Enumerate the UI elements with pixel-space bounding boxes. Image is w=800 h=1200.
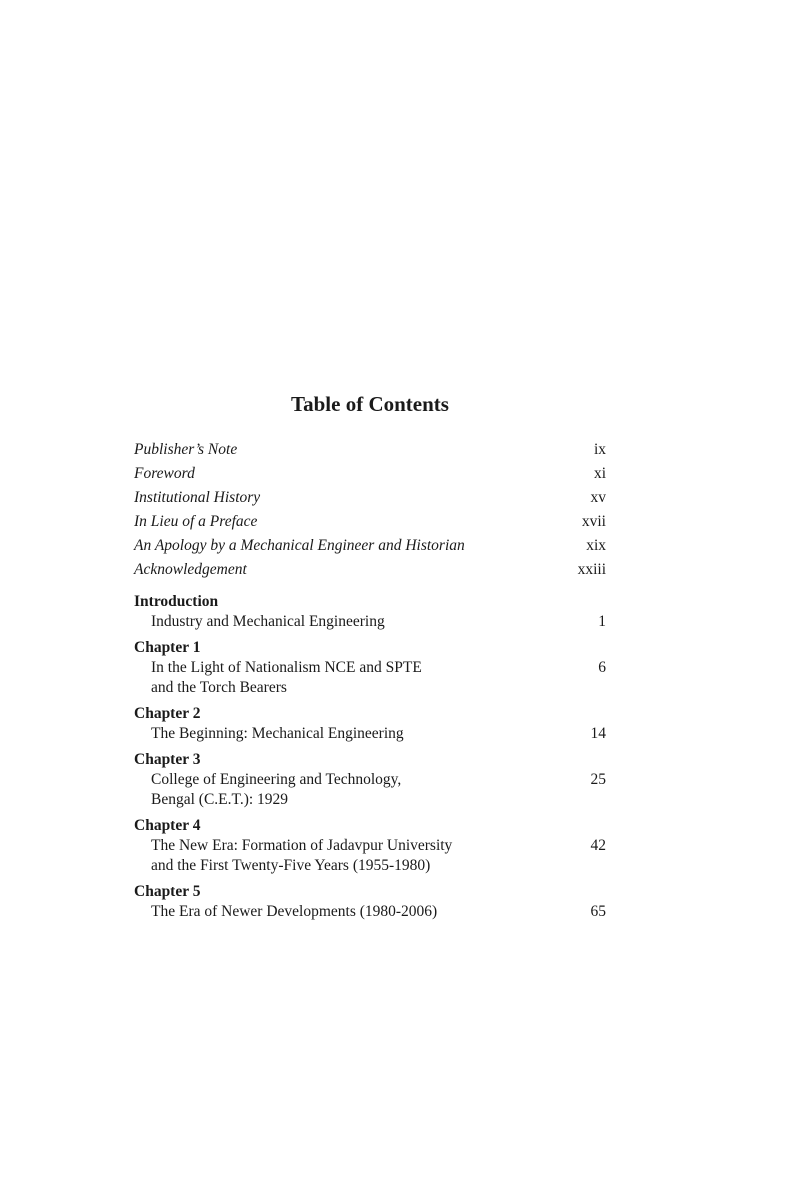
entry-title: Institutional History	[134, 489, 261, 506]
toc-entry	[134, 510, 606, 534]
table-of-contents	[134, 390, 606, 928]
chapter-title-line: In the Light of Nationalism NCE and SPTE	[151, 659, 422, 676]
entry-page-number: xv	[590, 489, 606, 506]
chapter-page-number: 65	[590, 903, 606, 920]
chapter-label: Chapter 2	[134, 705, 201, 722]
chapter-label: Chapter 3	[134, 751, 201, 768]
toc-entry	[134, 486, 606, 510]
entry-page-number: xi	[593, 465, 606, 482]
chapter-title-line: College of Engineering and Technology,	[151, 771, 402, 788]
chapter-page-number: 25	[590, 771, 606, 788]
chapter-title-line: and the First Twenty-Five Years (1955-1980)	[151, 857, 431, 874]
chapter-page-number: 6	[598, 659, 606, 676]
page-title: Table of Contents	[291, 392, 449, 416]
chapter-title-line: and the Torch Bearers	[151, 679, 287, 696]
chapter-entry	[134, 816, 606, 876]
chapter-title-line: The Era of Newer Developments (1980-2006)	[151, 903, 438, 920]
chapter-page-number: 14	[590, 725, 606, 742]
chapter-title-line: The Beginning: Mechanical Engineering	[151, 725, 404, 742]
entry-title: Publisher’s Note	[134, 441, 238, 458]
chapter-label: Chapter 5	[134, 883, 201, 900]
chapter-entry	[134, 750, 606, 810]
chapter-list	[134, 592, 606, 922]
entry-title: In Lieu of a Preface	[134, 513, 258, 530]
chapter-label: Chapter 1	[134, 639, 201, 656]
toc-entry	[134, 462, 606, 486]
entry-page-number: ix	[593, 441, 606, 458]
toc-entry	[134, 438, 606, 462]
entry-title: Acknowledgement	[134, 561, 247, 578]
entry-page-number: xxiii	[577, 561, 606, 578]
chapter-entry	[134, 592, 606, 632]
chapter-title-line: Industry and Mechanical Engineering	[151, 613, 385, 630]
chapter-entry	[134, 704, 606, 744]
entry-title: Foreword	[134, 465, 195, 482]
entry-page-number: xix	[586, 537, 606, 554]
entry-page-number: xvii	[581, 513, 606, 530]
toc-entry	[134, 534, 606, 558]
chapter-entry	[134, 638, 606, 698]
chapter-label: Introduction	[134, 593, 219, 610]
chapter-entry	[134, 882, 606, 922]
chapter-title-line: The New Era: Formation of Jadavpur University	[151, 837, 453, 854]
toc-entry	[134, 558, 606, 582]
chapter-title-line: Bengal (C.E.T.): 1929	[151, 791, 289, 808]
chapter-page-number: 42	[590, 837, 606, 854]
front-matter-list	[134, 438, 606, 582]
entry-title: An Apology by a Mechanical Engineer and Historian	[134, 537, 465, 554]
chapter-page-number: 1	[598, 613, 606, 630]
chapter-label: Chapter 4	[134, 817, 201, 834]
